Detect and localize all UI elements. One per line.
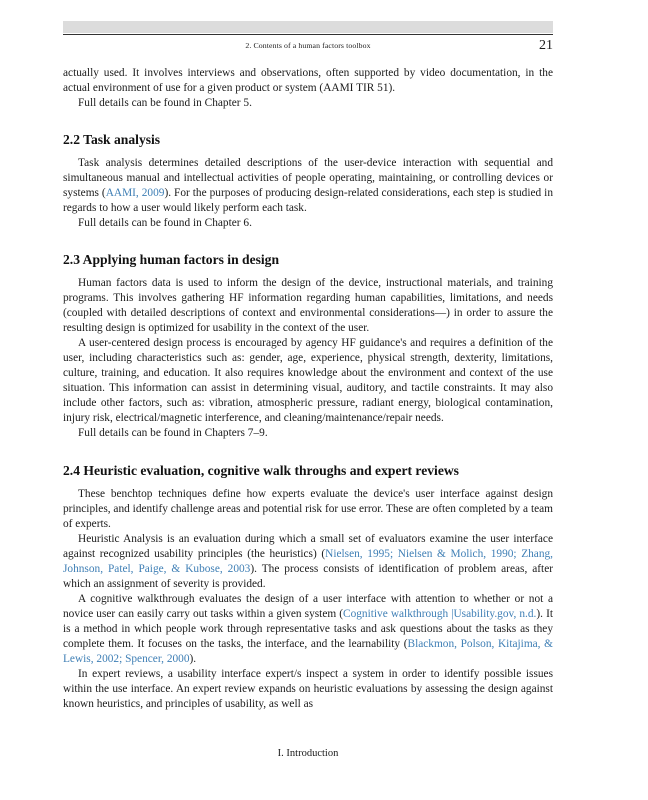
paragraph-text: ). It is a method in which people work through representative tasks and ask questions about the tasks as they complete them. It focuses on the tasks, the interface, and the learnability ( — [63, 608, 553, 650]
section-heading-applying-hf: 2.3 Applying human factors in design — [63, 252, 280, 267]
paragraph-text: A cognitive walkthrough evaluates the design of a user interface with attention to whether or not a novice user can easily carry out tasks within a given system ( — [63, 593, 553, 620]
paragraph-text: ). — [189, 653, 197, 665]
part-footer: I. Introduction — [277, 748, 339, 759]
paragraph-text: actually used. It involves interviews and observations, often supported by video documentation, in the actual environment of use for a given product or system (AAMI TIR 51). — [63, 67, 553, 94]
paragraph-text: Heuristic Analysis is an evaluation during which a small set of evaluators examine the user interface against recognized usability principles (the heuristics) ( — [63, 533, 553, 560]
page-body — [63, 66, 553, 712]
running-head — [63, 38, 553, 56]
header-rule — [63, 34, 553, 35]
running-title: 2. Contents of a human factors toolbox — [245, 41, 371, 50]
paragraph-chapter-ref: Full details can be found in Chapter 5. — [78, 97, 252, 109]
citation-link[interactable]: Nielsen, 1995; Nielsen & Molich, 1990; Zhang, Johnson, Patel, Paige, & Kubose, 2003 — [63, 548, 554, 575]
paragraph: These benchtop techniques define how experts evaluate the device's user interface against design principles, and identify challenge areas and potential risk for use error. These are often completed by a team of experts. — [63, 488, 553, 530]
header-bar — [63, 21, 553, 33]
paragraph — [63, 156, 553, 216]
section-heading-heuristic-evaluation: 2.4 Heuristic evaluation, cognitive walk throughs and expert reviews — [63, 463, 459, 478]
paragraph-text: ). For the purposes of producing design-related considerations, each step is studied in regards to how a user would likely perform each task. — [63, 187, 553, 214]
paragraph: Human factors data is used to inform the design of the device, instructional materials, and training programs. This involves gathering HF information regarding human capabilities, limitations, and needs (coupled with detailed descriptions of context and environmental considerations—) in order to assure the resulting design is optimized for usability in the context of the user. — [63, 277, 553, 334]
paragraph-text: Task analysis determines detailed descriptions of the user-device interaction with sequential and simultaneous manual and intellectual activities of people operating, maintaining, or controlling devices or systems ( — [63, 157, 553, 199]
paragraph-chapter-ref: Full details can be found in Chapter 6. — [78, 217, 252, 229]
citation-link[interactable]: Blackmon, Polson, Kitajima, & Lewis, 2002; Spencer, 2000 — [63, 638, 553, 665]
paragraph-chapter-ref: Full details can be found in Chapters 7–9. — [78, 427, 268, 439]
citation-link[interactable]: Cognitive walkthrough |Usability.gov, n.d. — [343, 608, 537, 620]
paragraph — [63, 592, 553, 667]
paragraph — [63, 532, 553, 592]
paragraph: A user-centered design process is encouraged by agency HF guidance's and requires a definition of the user, including characteristics such as: gender, age, experience, physical strength, dexterity, limitations, culture, training, and education. It also requires knowledge about the environment and context of the use situation. This information can assist in determining visual, auditory, and tactile constraints. It may also include other factors, such as: vibration, atmospheric pressure, radiant energy, biological contamination, injury risk, electrical/magnetic interference, and cleaning/maintenance/repair needs. — [63, 337, 553, 424]
page-number: 21 — [539, 38, 553, 53]
paragraph: In expert reviews, a usability interface expert/s inspect a system in order to identify possible issues within the use interface. An expert review expands on heuristic evaluations by assessing the design against known heuristics, and principles of usability, as well as — [63, 668, 553, 710]
citation-link[interactable]: AAMI, 2009 — [105, 187, 165, 199]
section-heading-task-analysis: 2.2 Task analysis — [63, 132, 161, 147]
paragraph-continued — [63, 66, 553, 96]
paragraph-text: ). The process consists of identification of problem areas, after which an assignment of severity is provided. — [63, 563, 554, 590]
